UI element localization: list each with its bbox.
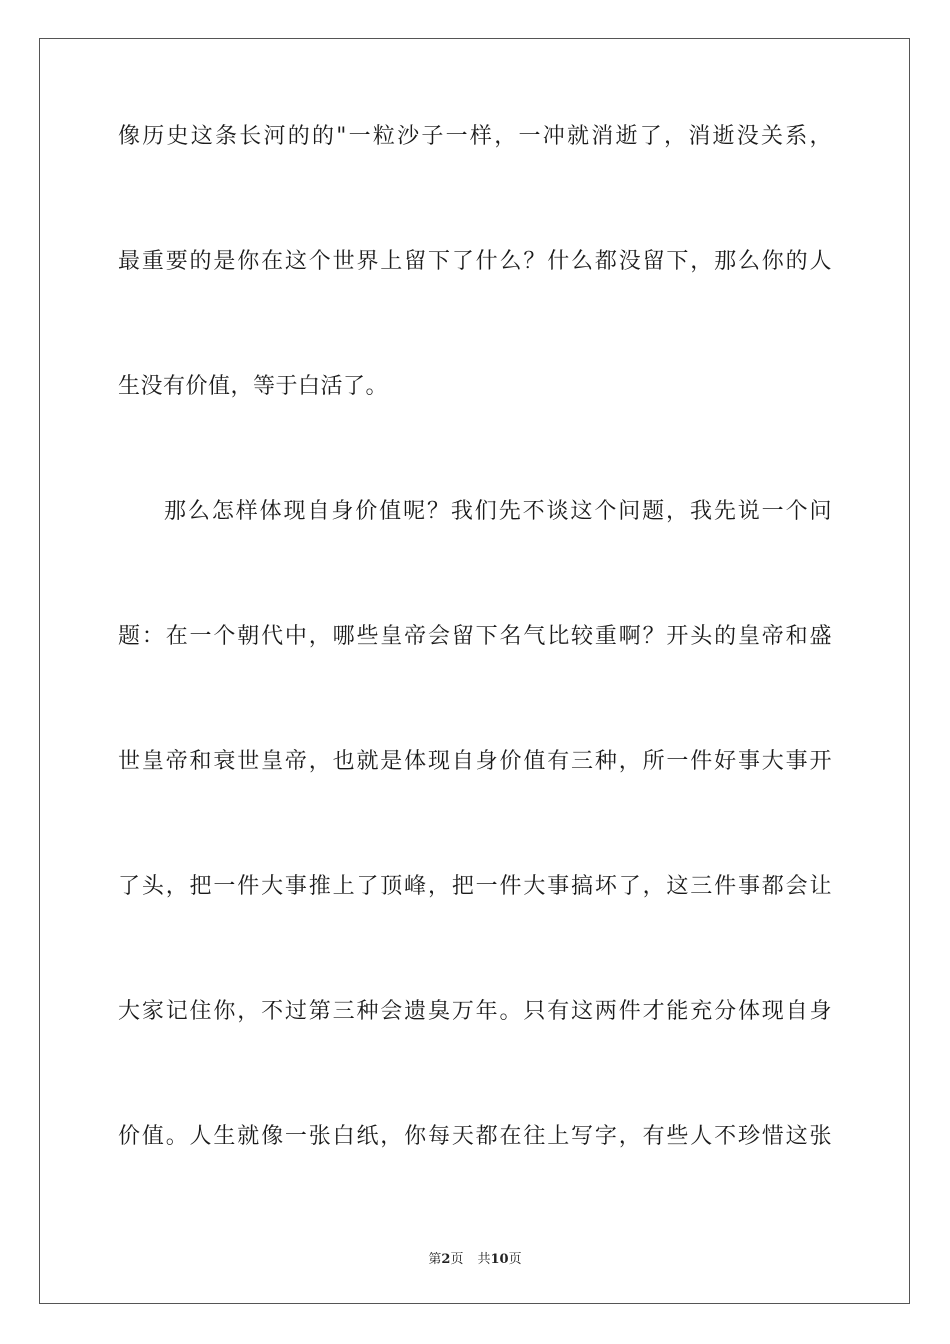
- paragraph-line: 生没有价值，等于白活了。: [118, 374, 389, 399]
- paragraph-line: 最重要的是你在这个世界上留下了什么？什么都没留下，那么你的人: [118, 249, 832, 274]
- paragraph-line: 价值。人生就像一张白纸，你每天都在往上写字，有些人不珍惜这张: [118, 1124, 832, 1149]
- paragraph-line: 世皇帝和衰世皇帝，也就是体现自身价值有三种，所一件好事大事开: [118, 749, 832, 774]
- total-prefix: 共: [477, 1252, 491, 1267]
- total-suffix: 页: [508, 1252, 522, 1267]
- page-number: 2: [441, 1252, 451, 1267]
- paragraph-line: 大家记住你，不过第三种会遗臭万年。只有这两件才能充分体现自身: [118, 999, 832, 1024]
- page-frame: [39, 38, 910, 1304]
- paragraph-line: 题：在一个朝代中，哪些皇帝会留下名气比较重啊？开头的皇帝和盛: [118, 624, 832, 649]
- page-footer: [0, 1248, 950, 1267]
- total-pages: 10: [490, 1252, 509, 1267]
- paragraph-line: 那么怎样体现自身价值呢？我们先不谈这个问题，我先说一个问: [164, 499, 832, 524]
- page-prefix: 第: [428, 1252, 442, 1267]
- paragraph-line: 了头，把一件大事推上了顶峰，把一件大事搞坏了，这三件事都会让: [118, 874, 832, 899]
- page-suffix: 页: [450, 1252, 464, 1267]
- paragraph-line: 像历史这条长河的的"一粒沙子一样，一冲就消逝了，消逝没关系，: [118, 124, 832, 149]
